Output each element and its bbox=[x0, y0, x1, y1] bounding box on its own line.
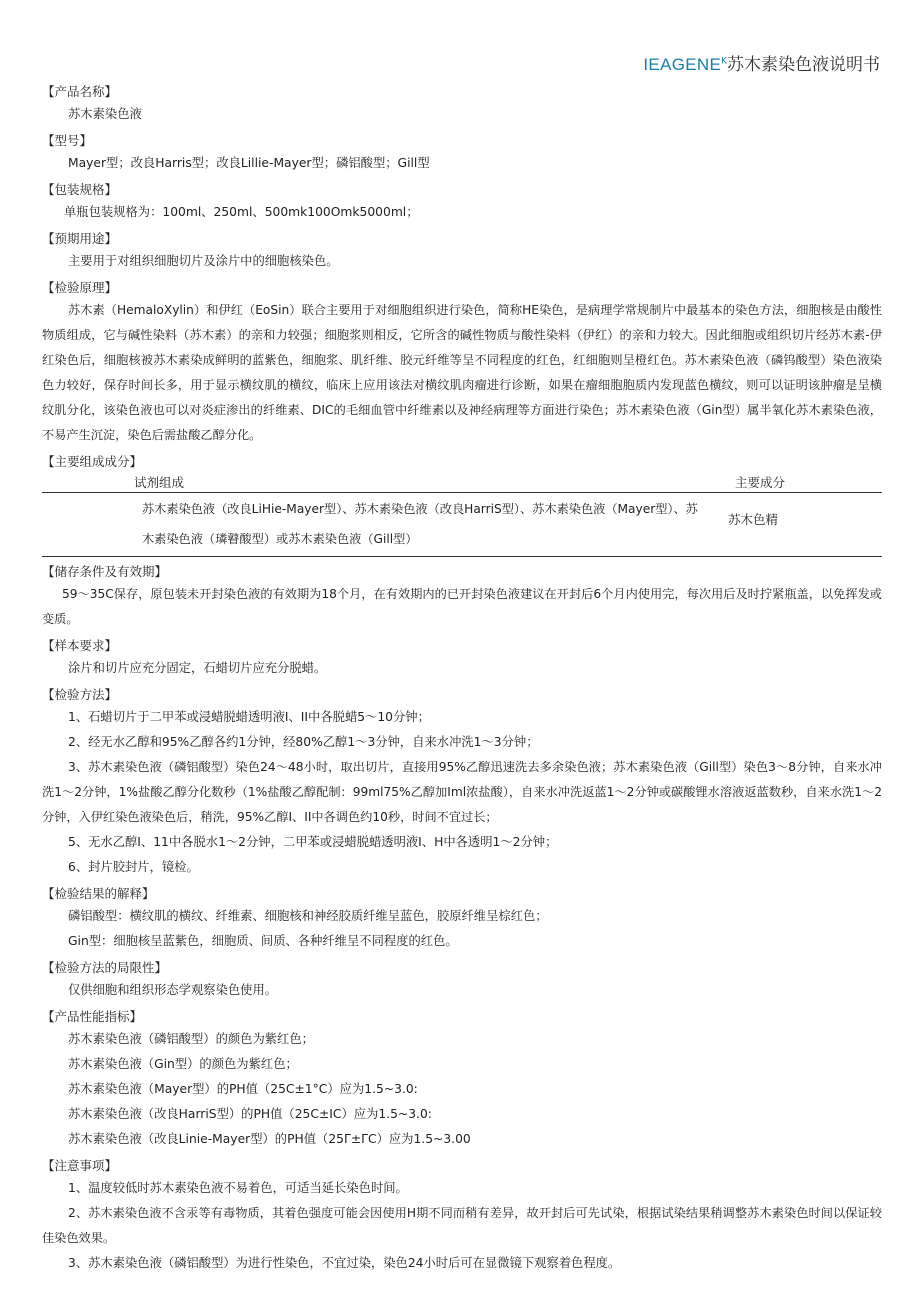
principle-text: 苏木素（HemaloXylin）和伊红（EoSin）联合主要用于对细胞组织进行染色，简称HE染色，是病理学常规制片中最基本的染色方法，细胞核是由酸性物质组成，它与碱性染料（苏木素）的亲和力较强；细胞浆则相反，它所含的碱性物质与酸性染料（伊红）的亲和力较大。因此细胞或组织切片经苏木素-伊红染色后，细胞核被苏木素染成鲜明的蓝紫色，细胞浆、肌纤维、胶元纤维等呈不同程度的红色，红细胞则呈橙红色。苏木素染色液（磷钨酸型）染色液染色力较好，保存时间长多，用于显示横纹肌的横纹，临床上应用该法对横纹肌肉瘤进行诊断，如果在瘤细胞胞质内发现蓝色横纹，则可以证明该肿瘤是呈横纹肌分化，该染色液也可以对炎症渗出的纤维素、DIC的毛细血管中纤维素以及神经病理等方面进行染色；苏木素染色液（Gin型）属半氧化苏木素染色液，不易产生沉淀，染色后需盐酸乙醇分化。 bbox=[42, 303, 882, 442]
document-body bbox=[42, 78, 882, 1276]
table-top-rule bbox=[42, 492, 882, 493]
notes-line: 1、温度较低时苏木素染色液不易着色，可适当延长染色时间。 bbox=[68, 1181, 408, 1195]
product-name-text: 苏木素染色液 bbox=[68, 107, 142, 121]
table-bottom-rule bbox=[42, 556, 882, 557]
section-heading-method: 【检验方法】 bbox=[42, 687, 118, 702]
section-heading-storage: 【储存条件及有效期】 bbox=[42, 564, 168, 579]
section-heading-performance: 【产品性能指标】 bbox=[42, 1009, 143, 1024]
limitations-text: 仅供细胞和组织形态学观察染色使用。 bbox=[68, 983, 278, 997]
interpretation-line: 磷铝酸型：横纹肌的横纹、纤维素、细胞核和神经胶质纤维呈蓝色，胶原纤维呈棕红色； bbox=[68, 909, 548, 923]
sample-text: 涂片和切片应充分固定，石蜡切片应充分脱蜡。 bbox=[68, 661, 327, 675]
notes-line: 2、苏木素染色液不含汞等有毒物质，其着色强度可能会因使用H期不同而稍有差异，故开封后可先试染，根据试染结果稍调整苏木素染色时间以保证较佳染色效果。 bbox=[42, 1206, 882, 1245]
performance-line: 苏木素染色液（Mayer型）的PH值（25C±1°C）应为1.5~3.0: bbox=[68, 1082, 418, 1096]
interpretation-line: Gin型：细胞核呈蓝紫色，细胞质、间质、各种纤维呈不同程度的红色。 bbox=[68, 934, 458, 948]
section-heading-limitations: 【检验方法的局限性】 bbox=[42, 960, 168, 975]
document-title: 苏木素染色液说明书 bbox=[727, 55, 880, 75]
section-heading-packaging: 【包装规格】 bbox=[42, 182, 118, 197]
section-heading-model: 【型号】 bbox=[42, 133, 93, 148]
brand-mark: K bbox=[721, 56, 727, 67]
section-heading-composition: 【主要组成成分】 bbox=[42, 454, 143, 469]
table-header-main-component: 主要成分 bbox=[735, 475, 786, 490]
table-cell-reagents: 苏木素染色液（改良LiHie-Mayer型）、苏木素染色液（改良HarriS型）、苏木素染色液（Mayer型）、苏木素染色液（璘瞽酸型）或苏木素染色液（Gill型） bbox=[142, 502, 698, 546]
performance-line: 苏木素染色液（Gin型）的颜色为紫红色； bbox=[68, 1057, 298, 1071]
model-text: Mayer型；改良Harris型；改良Lillie-Mayer型；磷铝酸型；Gill型 bbox=[68, 156, 430, 170]
method-step: 2、经无水乙醇和95%乙醇各约1分钟，经80%乙醇1～3分钟，自来水冲洗1～3分钟； bbox=[68, 735, 539, 749]
section-heading-principle: 【检验原理】 bbox=[42, 280, 118, 295]
section-heading-product-name: 【产品名称】 bbox=[42, 84, 118, 99]
section-heading-interpretation: 【检验结果的解释】 bbox=[42, 886, 155, 901]
method-step: 6、封片胶封片，镜检。 bbox=[68, 860, 199, 874]
performance-line: 苏木素染色液（改良HarriS型）的PH值（25C±IC）应为1.5~3.0: bbox=[68, 1107, 432, 1121]
storage-text: 59～35C保存，原包装未开封染色液的有效期为18个月，在有效期内的已开封染色液建议在开封后6个月内使用完，每次用后及时拧紧瓶盖，以免挥发或变质。 bbox=[42, 587, 882, 626]
composition-table bbox=[42, 474, 882, 558]
method-step: 1、石蜡切片于二甲苯或浸蜡脱蜡透明液I、II中各脱蜡5～10分钟； bbox=[68, 710, 430, 724]
table-header-reagents: 试剂组成 bbox=[134, 475, 185, 490]
method-step: 3、苏木素染色液（磷铝酸型）染色24～48小时，取出切片，直接用95%乙醇迅速洗去多余染色液；苏木素染色液（Gill型）染色3～8分钟，自来水冲洗1～2分钟，1%盐酸乙醇分化数秒（1%盐酸乙醇配制：99ml75%乙醇加Iml浓盐酸），自来水冲洗返蓝1～2分钟或碳酸锂水溶液返蓝数秒，自来水洗1～2分钟，入伊红染色液染色后，稍洗，95%乙醇I、II中各调色约10秒，时间不宜过长； bbox=[42, 760, 882, 824]
document-header bbox=[643, 50, 880, 75]
section-heading-sample: 【样本要求】 bbox=[42, 638, 118, 653]
performance-line: 苏木素染色液（磷铝酸型）的颜色为紫红色； bbox=[68, 1032, 314, 1046]
performance-line: 苏木素染色液（改良Linie-Mayer型）的PH值（25Γ±ΓC）应为1.5~3.00 bbox=[68, 1132, 471, 1146]
packaging-text: 单瓶包装规格为：100ml、250ml、500mk100Omk5000ml； bbox=[64, 205, 419, 219]
table-cell-main-component: 苏木色精 bbox=[728, 512, 779, 527]
intended-use-text: 主要用于对组织细胞切片及涂片中的细胞核染色。 bbox=[68, 254, 339, 268]
section-heading-intended-use: 【预期用途】 bbox=[42, 231, 118, 246]
notes-line: 3、苏木素染色液（磷铝酸型）为进行性染色，不宜过染，染色24小时后可在显微镜下观察着色程度。 bbox=[68, 1256, 621, 1270]
brand-name: IEAGENE bbox=[643, 55, 722, 74]
section-heading-notes: 【注意事项】 bbox=[42, 1158, 118, 1173]
method-step: 5、无水乙醇I、11中各脱水1～2分钟，二甲苯或浸蜡脱蜡透明液I、H中各透明1～2分钟； bbox=[68, 835, 558, 849]
